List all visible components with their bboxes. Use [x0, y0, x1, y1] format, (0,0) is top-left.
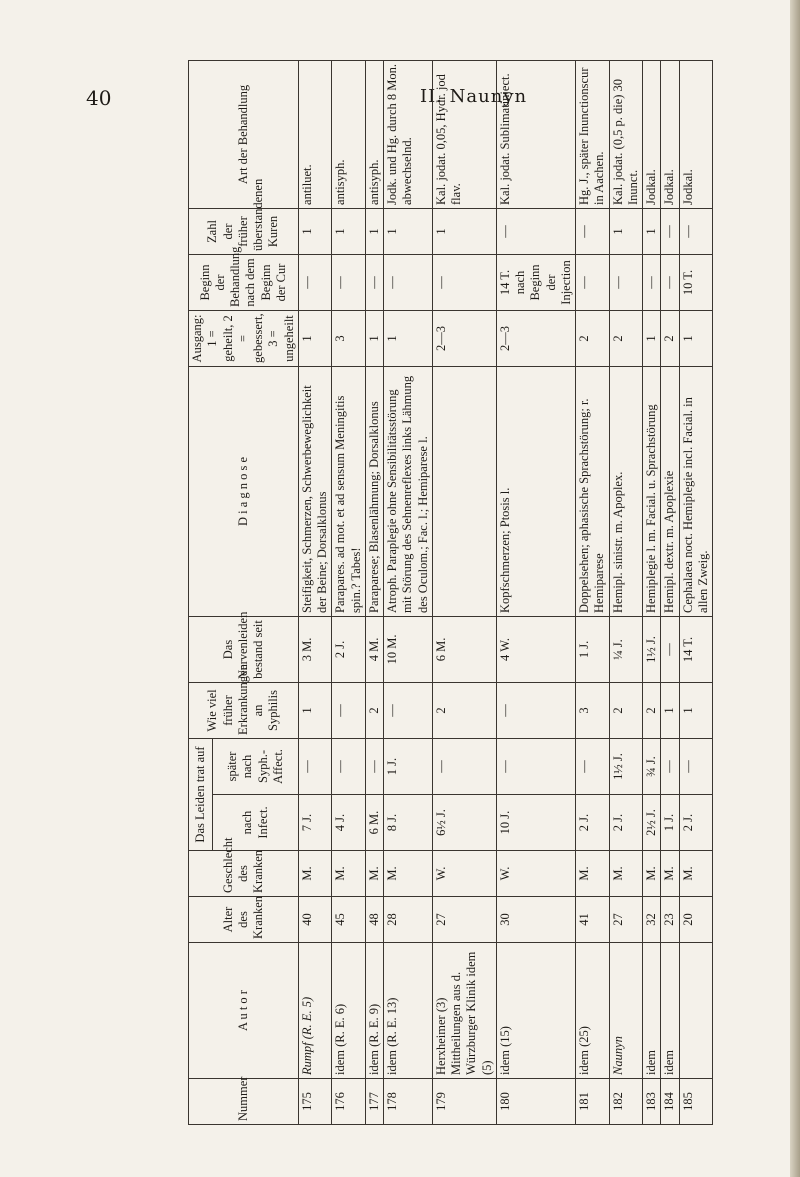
cell-alter: 23 — [661, 897, 679, 943]
cell-geschlecht: M. — [679, 851, 713, 897]
cell-zahl: 1 — [298, 208, 332, 254]
cell-wieviel: 2 — [365, 682, 383, 738]
case-table-body — [298, 60, 712, 1124]
cell-diagnose: Steifigkeit, Schmerzen, Schwerbeweglichkeit der Beine; Dorsalklonus — [298, 366, 332, 616]
cell-ausgang: 1 — [384, 310, 433, 366]
cell-behandlung: antisyph. — [332, 60, 366, 208]
header-dauer: Das Nervenleiden bestand seit — [189, 616, 299, 682]
cell-alter: 27 — [432, 897, 496, 943]
cell-ausgang: 3 — [332, 310, 366, 366]
header-leiden-spaeter: später nach Syph.-Affect. — [213, 738, 298, 794]
cell-infect: 2 J. — [609, 795, 643, 851]
cell-spaeter: — — [496, 738, 575, 794]
header-leiden: Das Leiden trat auf — [189, 738, 213, 850]
cell-dauer: 1 J. — [576, 616, 610, 682]
cell-spaeter: — — [365, 738, 383, 794]
cell-nr: 185 — [679, 1079, 713, 1125]
table-row — [332, 60, 366, 1124]
header-autor: A u t o r — [189, 943, 299, 1079]
cell-behandlung: Jodk. und Hg. durch 8 Mon. abwechselnd. — [384, 60, 433, 208]
cell-alter: 20 — [679, 897, 713, 943]
cell-beginn: 14 T. nach Beginn der Injection — [496, 254, 575, 310]
table-row — [679, 60, 713, 1124]
cell-infect: 1 J. — [661, 795, 679, 851]
cell-infect: 2 J. — [576, 795, 610, 851]
cell-dauer: 2 J. — [332, 616, 366, 682]
cell-behandlung: Hg. J., später Inunctionscur in Aachen. — [576, 60, 610, 208]
cell-geschlecht: M. — [298, 851, 332, 897]
cell-beginn: — — [576, 254, 610, 310]
cell-autor: idem (15) — [496, 943, 575, 1079]
rotated-table-container — [188, 65, 800, 1125]
cell-autor: idem (R. E. 9) — [365, 943, 383, 1079]
cell-autor: Rumpf (R. E. 5) — [298, 943, 332, 1079]
cell-zahl: 1 — [332, 208, 366, 254]
cell-geschlecht: M. — [643, 851, 661, 897]
cell-dauer: 6 M. — [432, 616, 496, 682]
cell-geschlecht: W. — [496, 851, 575, 897]
cell-infect: 8 J. — [384, 795, 433, 851]
cell-spaeter: 1½ J. — [609, 738, 643, 794]
cell-ausgang: 2—3 — [496, 310, 575, 366]
cell-spaeter: ¾ J. — [643, 738, 661, 794]
cell-spaeter: 1 J. — [384, 738, 433, 794]
cell-behandlung: Kal. jodat. (0,5 p. die) 30 Inunct. — [609, 60, 643, 208]
table-row — [432, 60, 496, 1124]
cell-geschlecht: M. — [609, 851, 643, 897]
cell-spaeter: — — [332, 738, 366, 794]
cell-ausgang: 2 — [609, 310, 643, 366]
header-behandlung: Art der Behandlung — [189, 60, 299, 208]
cell-diagnose: Kopfschmerzen; Ptosis l. — [496, 366, 575, 616]
cell-zahl: 1 — [609, 208, 643, 254]
cell-zahl: 1 — [365, 208, 383, 254]
cell-dauer: ¼ J. — [609, 616, 643, 682]
cell-geschlecht: W. — [432, 851, 496, 897]
cell-alter: 32 — [643, 897, 661, 943]
cell-behandlung: Jodkal. — [643, 60, 661, 208]
cell-geschlecht: M. — [365, 851, 383, 897]
cell-dauer: 1½ J. — [643, 616, 661, 682]
cell-zahl: — — [496, 208, 575, 254]
cell-beginn: — — [332, 254, 366, 310]
cell-nr: 182 — [609, 1079, 643, 1125]
cell-nr: 177 — [365, 1079, 383, 1125]
cell-behandlung: Kal. jodat. 0,05, Hydr. jod flav. — [432, 60, 496, 208]
cell-dauer: 4 W. — [496, 616, 575, 682]
cell-diagnose: Paraparese; Blasenlähmung; Dorsalklonus — [365, 366, 383, 616]
cell-nr: 180 — [496, 1079, 575, 1125]
cell-nr: 184 — [661, 1079, 679, 1125]
cell-behandlung: antiluet. — [298, 60, 332, 208]
cell-behandlung: antisyph. — [365, 60, 383, 208]
cell-wieviel: 2 — [432, 682, 496, 738]
cell-nr: 178 — [384, 1079, 433, 1125]
cell-ausgang: 1 — [298, 310, 332, 366]
header-leiden-infect: nach Infect. — [213, 795, 298, 851]
cell-dauer: 14 T. — [679, 616, 713, 682]
table-row — [384, 60, 433, 1124]
cell-zahl: — — [679, 208, 713, 254]
header-alter: Alter des Kranken — [189, 897, 299, 943]
cell-infect: 10 J. — [496, 795, 575, 851]
cell-wieviel: — — [496, 682, 575, 738]
table-row — [365, 60, 383, 1124]
header-zahl: Zahl der früher überstandenen Kuren — [189, 208, 299, 254]
cell-beginn: — — [384, 254, 433, 310]
cell-geschlecht: M. — [661, 851, 679, 897]
cell-alter: 40 — [298, 897, 332, 943]
cell-spaeter: — — [679, 738, 713, 794]
cell-zahl: 1 — [384, 208, 433, 254]
cell-spaeter: — — [298, 738, 332, 794]
cell-dauer: 4 M. — [365, 616, 383, 682]
cell-nr: 179 — [432, 1079, 496, 1125]
cell-behandlung: Jodkal. — [679, 60, 713, 208]
cell-wieviel: 2 — [609, 682, 643, 738]
cell-infect: 6 M. — [365, 795, 383, 851]
cell-diagnose: Parapares. ad mot. et ad sensum Meningitis spin.? Tabes! — [332, 366, 366, 616]
cell-diagnose: Hemiplegie l. m. Facial. u. Sprachstörung — [643, 366, 661, 616]
cell-ausgang: 2—3 — [432, 310, 496, 366]
cell-wieviel: 1 — [298, 682, 332, 738]
cell-ausgang: 1 — [643, 310, 661, 366]
cell-autor: Naunyn — [609, 943, 643, 1079]
cell-dauer: 10 M. — [384, 616, 433, 682]
cell-alter: 45 — [332, 897, 366, 943]
cell-beginn: 10 T. — [679, 254, 713, 310]
table-row — [609, 60, 643, 1124]
cell-geschlecht: M. — [332, 851, 366, 897]
table-row — [496, 60, 575, 1124]
cell-alter: 48 — [365, 897, 383, 943]
cell-nr: 181 — [576, 1079, 610, 1125]
cell-ausgang: 1 — [679, 310, 713, 366]
header-wieviel: Wie viel früher Erkrankungen an Syphilis — [189, 682, 299, 738]
cell-alter: 27 — [609, 897, 643, 943]
cell-wieviel: — — [384, 682, 433, 738]
cell-infect: 2 J. — [679, 795, 713, 851]
cell-wieviel: 3 — [576, 682, 610, 738]
header-diagnose: D i a g n o s e — [189, 366, 299, 616]
cell-wieviel: — — [332, 682, 366, 738]
page-number: 40 — [86, 86, 112, 110]
table-row — [576, 60, 610, 1124]
cell-wieviel: 1 — [679, 682, 713, 738]
cell-alter: 30 — [496, 897, 575, 943]
cell-autor: idem — [643, 943, 661, 1079]
cell-autor: idem — [661, 943, 679, 1079]
cell-diagnose: Cephalaea noct. Hemiplegie incl. Facial. in allen Zweig. — [679, 366, 713, 616]
cell-infect: 7 J. — [298, 795, 332, 851]
cell-beginn: — — [298, 254, 332, 310]
cell-wieviel: 1 — [661, 682, 679, 738]
header-beginn: Beginn der Behandlung nach dem Beginn der Cur — [189, 254, 299, 310]
cell-wieviel: 2 — [643, 682, 661, 738]
table-row — [298, 60, 332, 1124]
cell-alter: 41 — [576, 897, 610, 943]
cell-zahl: 1 — [643, 208, 661, 254]
cell-infect: 6½ J. — [432, 795, 496, 851]
cell-dauer: 3 M. — [298, 616, 332, 682]
cell-dauer: — — [661, 616, 679, 682]
cell-nr: 176 — [332, 1079, 366, 1125]
table-row — [643, 60, 661, 1124]
cell-nr: 175 — [298, 1079, 332, 1125]
cell-diagnose: Doppelsehen; aphasische Sprachstörung; r. Hemiparese — [576, 366, 610, 616]
cell-autor: idem (R. E. 13) — [384, 943, 433, 1079]
cell-beginn: — — [365, 254, 383, 310]
table-row — [661, 60, 679, 1124]
cell-zahl: 1 — [432, 208, 496, 254]
cell-beginn: — — [643, 254, 661, 310]
running-title: II. Naunyn — [420, 86, 528, 107]
case-table — [188, 60, 713, 1125]
cell-geschlecht: M. — [384, 851, 433, 897]
cell-diagnose — [432, 366, 496, 616]
cell-spaeter: — — [661, 738, 679, 794]
cell-nr: 183 — [643, 1079, 661, 1125]
cell-autor — [679, 943, 713, 1079]
cell-infect: 2½ J. — [643, 795, 661, 851]
cell-zahl: — — [576, 208, 610, 254]
header-geschlecht: Geschlecht des Kranken — [189, 851, 299, 897]
cell-autor: Herxheimer (3) Mittheilungen aus d. Würzburger Klinik idem (5) — [432, 943, 496, 1079]
cell-diagnose: Atroph. Paraplegie ohne Sensibilitätsstörung mit Störung des Sehnenreflexes links Lähmung des Oculom.; Fac. l.; Hemiparese l. — [384, 366, 433, 616]
cell-spaeter: — — [576, 738, 610, 794]
cell-behandlung: Kal. jodat. Sublimatinject. — [496, 60, 575, 208]
cell-autor: idem (R. E. 6) — [332, 943, 366, 1079]
header-nummer: Nummer — [189, 1079, 299, 1125]
header-ausgang: Ausgang: 1 = geheilt, 2 = gebessert, 3 = ungeheilt — [189, 310, 299, 366]
cell-zahl: — — [661, 208, 679, 254]
cell-ausgang: 2 — [576, 310, 610, 366]
cell-beginn: — — [432, 254, 496, 310]
cell-beginn: — — [661, 254, 679, 310]
cell-geschlecht: M. — [576, 851, 610, 897]
cell-alter: 28 — [384, 897, 433, 943]
cell-autor: idem (25) — [576, 943, 610, 1079]
cell-behandlung: Jodkal. — [661, 60, 679, 208]
cell-ausgang: 1 — [365, 310, 383, 366]
cell-infect: 4 J. — [332, 795, 366, 851]
cell-beginn: — — [609, 254, 643, 310]
cell-ausgang: 2 — [661, 310, 679, 366]
cell-diagnose: Hemipl. sinistr. m. Apoplex. — [609, 366, 643, 616]
cell-diagnose: Hemipl. dextr. m. Apoplexie — [661, 366, 679, 616]
cell-spaeter: — — [432, 738, 496, 794]
